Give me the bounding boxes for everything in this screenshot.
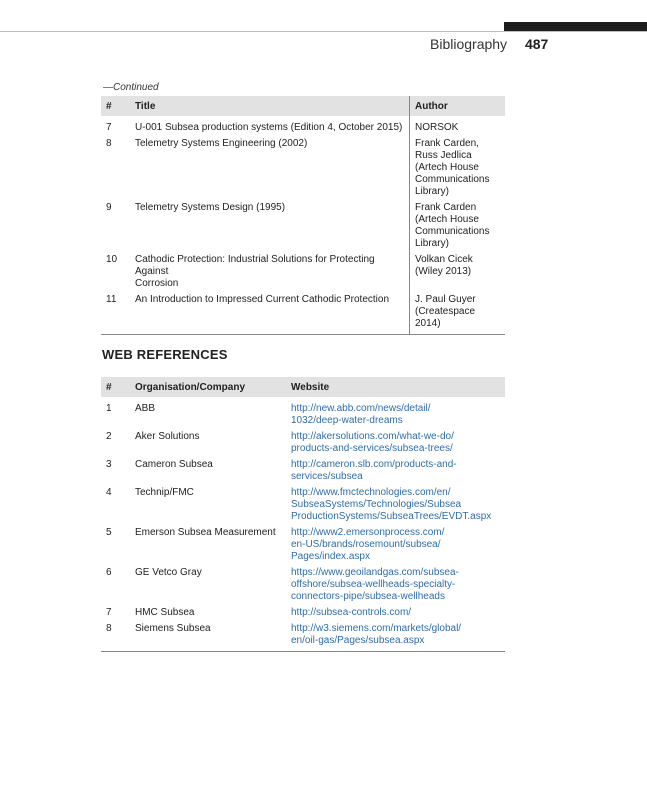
table-row	[101, 527, 505, 567]
web-references-table	[101, 377, 505, 652]
website-link[interactable]: services/subsea	[291, 471, 363, 482]
website-link[interactable]: connectors-pipe/subsea-wellheads	[291, 591, 445, 602]
author-line: Library)	[415, 238, 449, 249]
header-rule	[0, 31, 647, 32]
row-author	[410, 254, 506, 294]
col-header-num: #	[101, 377, 130, 397]
row-website	[286, 431, 505, 459]
row-title	[130, 138, 410, 202]
row-author	[410, 202, 506, 254]
table-row	[101, 138, 505, 202]
table-row	[101, 567, 505, 607]
author-line: (Artech House	[415, 214, 479, 225]
row-number: 10	[106, 254, 118, 265]
website-link[interactable]: http://subsea-controls.com/	[291, 607, 412, 618]
row-number: 8	[106, 138, 112, 149]
author-line: J. Paul Guyer	[415, 294, 476, 305]
author-line: NORSOK	[415, 122, 459, 133]
title-line: Cathodic Protection: Industrial Solutions for Protecting Against	[135, 254, 375, 277]
row-number: 1	[106, 403, 112, 414]
section-heading-web-references: WEB REFERENCES	[102, 347, 228, 362]
col-header-title: Title	[130, 96, 410, 116]
row-website	[286, 487, 505, 527]
table-row	[101, 459, 505, 487]
author-line: 2014)	[415, 318, 441, 329]
author-line: (Artech House	[415, 162, 479, 173]
website-link[interactable]: http://akersolutions.com/what-we-do/	[291, 431, 454, 442]
row-organisation: Siemens Subsea	[135, 623, 211, 634]
website-link[interactable]: 1032/deep-water-dreams	[291, 415, 403, 426]
row-organisation: Technip/FMC	[135, 487, 194, 498]
website-link[interactable]: SubseaSystems/Technologies/Subsea	[291, 499, 462, 510]
website-link[interactable]: Pages/index.aspx	[291, 551, 370, 562]
row-number: 7	[106, 607, 112, 618]
author-line: Volkan Cicek	[415, 254, 473, 265]
author-line: Frank Carden,	[415, 138, 479, 149]
website-link[interactable]: http://new.abb.com/news/detail/	[291, 403, 431, 414]
table-row	[101, 116, 505, 138]
table-row	[101, 607, 505, 623]
website-link[interactable]: products-and-services/subsea-trees/	[291, 443, 453, 454]
col-header-website: Website	[286, 377, 505, 397]
row-author	[410, 138, 506, 202]
running-head	[430, 36, 548, 52]
row-number: 8	[106, 623, 112, 634]
row-website	[286, 397, 505, 431]
website-link[interactable]: http://www2.emersonprocess.com/	[291, 527, 445, 538]
row-author	[410, 294, 506, 335]
title-line: Telemetry Systems Design (1995)	[135, 202, 286, 213]
row-organisation: GE Vetco Gray	[135, 567, 202, 578]
table-row	[101, 254, 505, 294]
website-link[interactable]: https://www.geoilandgas.com/subsea-	[291, 567, 459, 578]
row-number: 9	[106, 202, 112, 213]
title-line: U-001 Subsea production systems (Edition 4, October 2015)	[135, 122, 403, 133]
bibliography-table	[101, 96, 505, 335]
author-line: (Createspace	[415, 306, 476, 317]
row-website	[286, 527, 505, 567]
table-row	[101, 397, 505, 431]
row-website	[286, 623, 505, 652]
row-number: 5	[106, 527, 112, 538]
col-header-author: Author	[410, 96, 506, 116]
row-title	[130, 254, 410, 294]
website-link[interactable]: http://cameron.slb.com/products-and-	[291, 459, 457, 470]
website-link[interactable]: offshore/subsea-wellheads-specialty-	[291, 579, 456, 590]
page-number: 487	[524, 36, 549, 52]
row-website	[286, 459, 505, 487]
row-website	[286, 607, 505, 623]
row-organisation: Cameron Subsea	[135, 459, 213, 470]
author-line: (Wiley 2013)	[415, 266, 472, 277]
website-link[interactable]: ProductionSystems/SubseaTrees/EVDT.aspx	[291, 511, 492, 522]
row-number: 11	[106, 294, 117, 305]
table-row	[101, 202, 505, 254]
row-organisation: Aker Solutions	[135, 431, 200, 442]
row-author	[410, 116, 506, 138]
table-row	[101, 487, 505, 527]
continued-label: —Continued	[103, 82, 159, 93]
row-title	[130, 202, 410, 254]
title-line: Corrosion	[135, 278, 179, 289]
row-title	[130, 116, 410, 138]
author-line: Communications	[415, 174, 490, 185]
col-header-org: Organisation/Company	[130, 377, 286, 397]
row-website	[286, 567, 505, 607]
title-line: An Introduction to Impressed Current Cathodic Protection	[135, 294, 390, 305]
author-line: Communications	[415, 226, 490, 237]
table-row	[101, 623, 505, 652]
website-link[interactable]: en-US/brands/rosemount/subsea/	[291, 539, 441, 550]
website-link[interactable]: http://w3.siemens.com/markets/global/	[291, 623, 462, 634]
table-row	[101, 431, 505, 459]
col-header-num: #	[101, 96, 130, 116]
website-link[interactable]: en/oil-gas/Pages/subsea.aspx	[291, 635, 425, 646]
author-line: Russ Jedlica	[415, 150, 472, 161]
author-line: Library)	[415, 186, 449, 197]
row-number: 4	[106, 487, 112, 498]
row-number: 2	[106, 431, 112, 442]
row-number: 7	[106, 122, 112, 133]
row-organisation: Emerson Subsea Measurement	[135, 527, 276, 538]
table-row	[101, 294, 505, 335]
row-title	[130, 294, 410, 335]
running-title: Bibliography	[430, 36, 508, 52]
row-number: 3	[106, 459, 112, 470]
row-organisation: ABB	[135, 403, 156, 414]
title-line: Telemetry Systems Engineering (2002)	[135, 138, 308, 149]
row-organisation: HMC Subsea	[135, 607, 195, 618]
row-number: 6	[106, 567, 112, 578]
author-line: Frank Carden	[415, 202, 477, 213]
website-link[interactable]: http://www.fmctechnologies.com/en/	[291, 487, 451, 498]
